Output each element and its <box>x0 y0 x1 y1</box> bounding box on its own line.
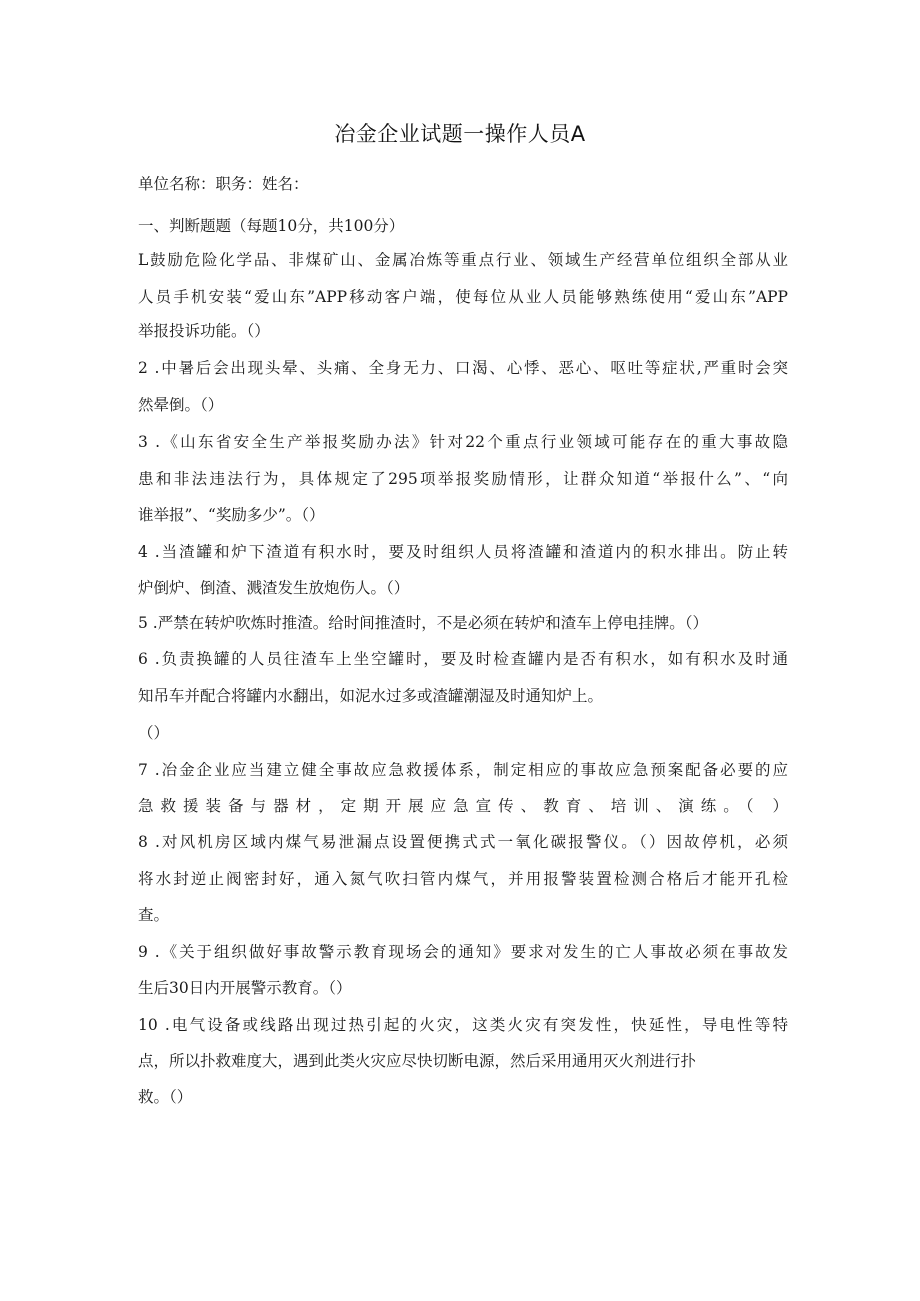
question-line: 生后30日内开展警示教育。（） <box>138 979 352 997</box>
question-line: 4 .当渣罐和炉下渣道有积水时，要及时组织人员将渣罐和渣道内的积水排出。防止转 <box>138 543 788 561</box>
question-line: 将水封逆止阀密封好，通入氮气吹扫管内煤气，并用报警装置检测合格后才能开孔检 <box>138 870 788 888</box>
question-line: 查。 <box>138 906 170 924</box>
question-line: 6 .负责换罐的人员往渣车上坐空罐时，要及时检查罐内是否有积水，如有积水及时通 <box>138 650 788 668</box>
question-line: L鼓励危险化学品、非煤矿山、金属冶炼等重点行业、领域生产经营单位组织全部从业 <box>138 251 788 269</box>
section-heading: 一、判断题题（每题10分，共100分） <box>138 217 405 235</box>
question-line: 然晕倒。（） <box>138 396 224 414</box>
question-line: 点，所以扑救难度大，遇到此类火灾应尽快切断电源，然后采用通用灭火剂进行扑 <box>138 1052 697 1070</box>
question-line: 7 .冶金企业应当建立健全事故应急救援体系，制定相应的事故应急预案配备必要的应 <box>138 761 788 779</box>
page-title: 冶金企业试题一操作人员A <box>334 122 586 146</box>
question-line: 人员手机安装“爱山东”APP移动客户端，使每位从业人员能够熟练使用“爱山东”APP <box>138 288 788 306</box>
question-line: 举报投诉功能。（） <box>138 322 270 340</box>
question-line: 3 .《山东省安全生产举报奖励办法》针对22个重点行业领域可能存在的重大事故隐 <box>138 433 788 451</box>
question-line: 炉倒炉、倒渣、溅渣发生放炮伤人。（） <box>138 579 410 597</box>
question-line: 救。（） <box>138 1088 193 1106</box>
question-line: 知吊车并配合将罐内水翻出，如泥水过多或渣罐潮湿及时通知炉上。 <box>138 687 604 705</box>
question-line: （） <box>138 724 170 742</box>
question-line: 9 .《关于组织做好事故警示教育现场会的通知》要求对发生的亡人事故必须在事故发 <box>138 943 788 961</box>
question-line: 谁举报”、“奖励多少”。（） <box>138 506 325 524</box>
question-line: 8 .对风机房区域内煤气易泄漏点设置便携式式一氧化碳报警仪。（）因故停机，必须 <box>138 833 788 851</box>
question-line: 患和非法违法行为，具体规定了295项举报奖励情形，让群众知道“举报什么”、“向 <box>138 470 788 488</box>
question-line: 急救援装备与器材，定期开展应急宣传、教育、培训、演练。（ ） <box>138 797 788 815</box>
question-line: 10 .电气设备或线路出现过热引起的火灾，这类火灾有突发性，快延性，导电性等特 <box>138 1016 788 1034</box>
question-line: 5 .严禁在转炉吹炼时推渣。给时间推渣时，不是必须在转炉和渣车上停电挂牌。（） <box>138 614 708 632</box>
question-line: 2 .中暑后会出现头晕、头痛、全身无力、口渴、心悸、恶心、呕吐等症状,严重时会突 <box>138 359 788 377</box>
info-line: 单位名称：职务：姓名： <box>138 175 309 193</box>
